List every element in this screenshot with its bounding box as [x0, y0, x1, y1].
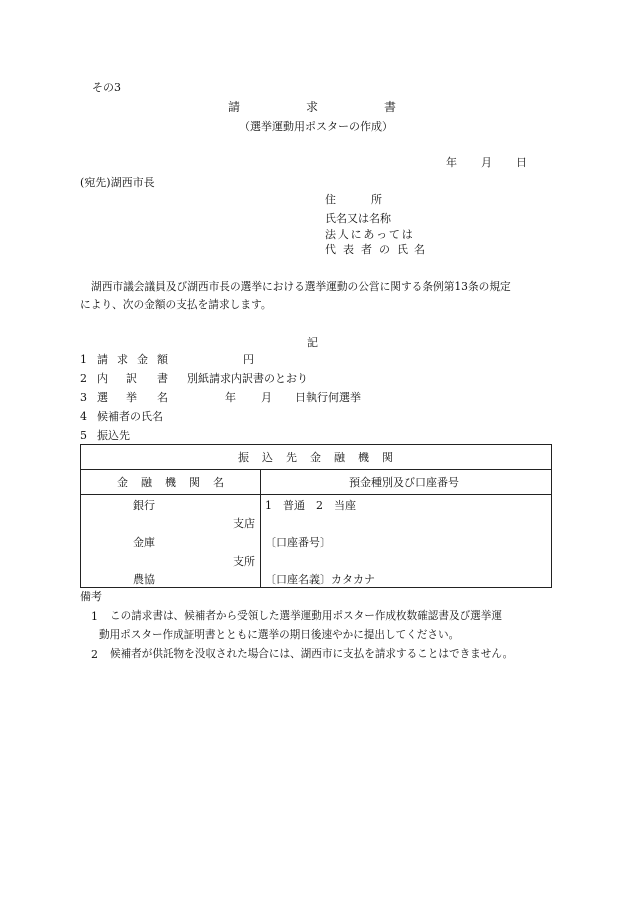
note-number: 2 — [91, 648, 98, 661]
item-label-char: 金 — [137, 353, 148, 366]
col-header-char: 名 — [213, 476, 224, 489]
account-info-cell — [261, 495, 552, 588]
column-header-account — [261, 470, 552, 495]
item-label-char: 書 — [157, 372, 168, 385]
rep-char: 氏 — [397, 243, 408, 256]
bank-table — [80, 444, 552, 588]
ki-heading: 記 — [307, 336, 318, 349]
col-header-char: 機 — [165, 476, 176, 489]
notes-heading: 備考 — [80, 590, 102, 603]
item-label: 候補者の氏名 — [97, 410, 163, 423]
item-label-char: 求 — [117, 353, 128, 366]
date-day: 日 — [516, 156, 527, 169]
table-title-char: 機 — [358, 451, 369, 464]
item-number: 5 — [80, 429, 87, 442]
bank-label: 銀行 — [133, 499, 155, 512]
document-subtitle: （選挙運動用ポスターの作成） — [239, 120, 393, 133]
note-text-line: 候補者が供託物を没収された場合には、湖西市に支払を請求することはできません。 — [110, 648, 514, 660]
rep-char: 者 — [361, 243, 372, 256]
item-number: 2 — [80, 372, 87, 385]
note-text-line: この請求書は、候補者から受領した選挙運動用ポスター作成枚数確認書及び選挙運 — [110, 610, 502, 622]
branch-label: 支店 — [233, 517, 255, 530]
body-text-line: 湖西市議会議員及び湖西市長の選挙における選挙運動の公営に関する条例第13条の規定 — [91, 280, 511, 293]
date-year: 年 — [446, 156, 457, 169]
rep-char: 代 — [325, 243, 336, 256]
col-header-account-text: 預金種別及び口座番号 — [349, 476, 459, 489]
col-header-char: 金 — [117, 476, 128, 489]
address-label-char: 所 — [371, 193, 382, 206]
item-value: 円 — [243, 353, 254, 366]
note-text-line: 動用ポスター作成証明書とともに選挙の期日後速やかに提出してください。 — [99, 629, 460, 641]
shinkin-label: 金庫 — [133, 536, 155, 549]
item-label-char: 請 — [97, 353, 108, 366]
title-char: 求 — [306, 100, 319, 114]
bank-table-title — [81, 445, 552, 470]
column-header-institution — [81, 470, 261, 495]
addressee: (宛先)湖西市長 — [80, 176, 155, 189]
election-month: 月 — [261, 391, 272, 404]
item-value: 別紙請求内訳書のとおり — [187, 372, 308, 385]
item-number: 3 — [80, 391, 87, 404]
date-month: 月 — [481, 156, 492, 169]
account-name-label: 〔口座名義〕カタカナ — [265, 573, 375, 586]
item-label: 振込先 — [97, 429, 130, 442]
rep-char: 表 — [343, 243, 354, 256]
account-type: 1 普通 2 当座 — [265, 499, 356, 512]
institution-name-cell — [81, 495, 261, 588]
nokyo-label: 農協 — [133, 573, 155, 586]
table-title-char: 関 — [382, 451, 393, 464]
rep-char: の — [379, 243, 390, 256]
title-char: 書 — [384, 100, 397, 114]
address-label-char: 住 — [325, 193, 336, 206]
rep-char: 名 — [414, 243, 425, 256]
table-title-char: 振 — [238, 451, 249, 464]
table-title-char: 融 — [334, 451, 345, 464]
item-label-char: 訳 — [126, 372, 137, 385]
table-title-char: 先 — [286, 451, 297, 464]
name-label: 氏名又は名称 — [325, 212, 391, 225]
item-number: 1 — [80, 353, 87, 366]
corporate-label: 法人にあっては — [325, 228, 415, 241]
table-title-char: 込 — [262, 451, 273, 464]
item-label-char: 名 — [157, 391, 168, 404]
election-year: 年 — [225, 391, 236, 404]
body-text-line: により、次の金額の支払を請求します。 — [80, 298, 272, 311]
item-label-char: 挙 — [126, 391, 137, 404]
item-label-char: 選 — [97, 391, 108, 404]
table-title-char: 金 — [310, 451, 321, 464]
col-header-char: 関 — [189, 476, 200, 489]
item-number: 4 — [80, 410, 87, 423]
item-label-char: 内 — [97, 372, 108, 385]
title-char: 請 — [228, 100, 241, 114]
form-number: その3 — [92, 81, 121, 94]
election-rest: 日執行何選挙 — [295, 391, 361, 404]
item-label-char: 額 — [157, 353, 168, 366]
note-number: 1 — [91, 610, 98, 623]
account-number-label: 〔口座番号〕 — [265, 536, 331, 549]
col-header-char: 融 — [141, 476, 152, 489]
shinkin-branch-label: 支所 — [233, 555, 255, 568]
